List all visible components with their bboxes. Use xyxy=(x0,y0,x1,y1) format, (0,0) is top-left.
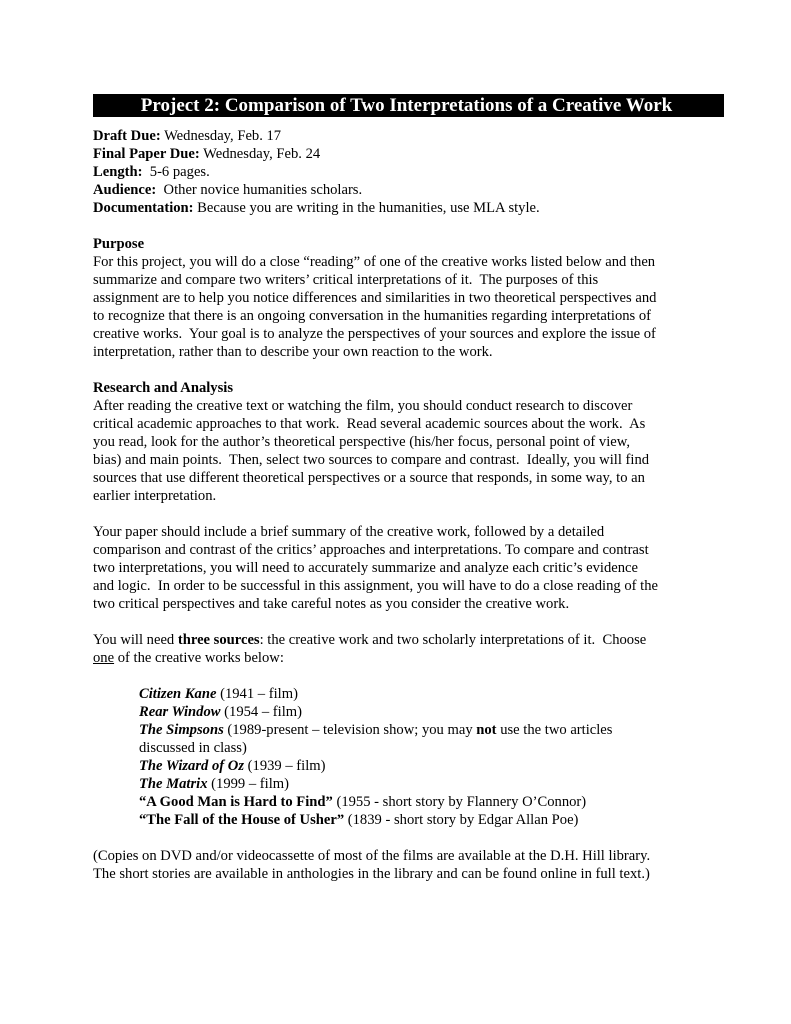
documentation-label: Documentation: xyxy=(93,200,194,216)
purpose-heading: Purpose xyxy=(93,236,145,252)
work-detail: (1839 - short story by Edgar Allan Poe) xyxy=(344,812,579,828)
closing-line: The short stories are available in anthologies in the library and can be found online in full text.) xyxy=(93,866,650,882)
sources-rest: of the creative works below: xyxy=(114,650,284,666)
work-detail: (1955 - short story by Flannery O’Connor) xyxy=(332,794,587,810)
purpose-line: assignment are to help you notice differences and similarities in two theoretical perspectives and xyxy=(93,290,657,306)
purpose-section xyxy=(93,235,708,361)
work-detail: (1939 – film) xyxy=(244,758,326,774)
work-title: “A Good Man is Hard to Find” xyxy=(139,794,333,810)
work-title: “The Fall of the House of Usher” xyxy=(139,812,345,828)
list-item xyxy=(139,775,708,793)
list-item-continuation: discussed in class) xyxy=(139,740,247,756)
list-item xyxy=(139,793,708,811)
draft-due-value: Wednesday, Feb. 17 xyxy=(160,128,282,144)
research-line: you read, look for the author’s theoretical perspective (his/her focus, personal point of view, xyxy=(93,434,630,450)
length-label: Length: xyxy=(93,164,143,180)
draft-due-line xyxy=(93,127,708,145)
sources-bold: three sources xyxy=(177,632,260,648)
research-line: bias) and main points. Then, select two sources to compare and contrast. Ideally, you will find xyxy=(93,452,650,468)
assignment-details xyxy=(93,127,708,217)
research-line: sources that use different theoretical perspectives or a source that responds, in some way, to an xyxy=(93,470,645,486)
purpose-line: summarize and compare two writers’ critical interpretations of it. The purposes of this xyxy=(93,272,599,288)
list-item xyxy=(139,811,708,829)
sources-post: : the creative work and two scholarly interpretations of it. Choose xyxy=(259,632,647,648)
audience-value: Other novice humanities scholars. xyxy=(156,182,363,198)
works-list xyxy=(93,685,708,829)
work-detail-after: use the two articles xyxy=(496,722,613,738)
work-title: The Simpsons xyxy=(139,722,224,738)
research-line: critical academic approaches to that work. Read several academic sources about the work. As xyxy=(93,416,646,432)
work-title: Rear Window xyxy=(139,704,221,720)
document-body xyxy=(93,127,708,883)
work-detail: (1989-present – television show; you may xyxy=(223,722,477,738)
summary-paragraph xyxy=(93,523,708,613)
closing-line: (Copies on DVD and/or videocassette of most of the films are available at the D.H. Hill library. xyxy=(93,848,651,864)
list-item xyxy=(139,703,708,721)
research-line: earlier interpretation. xyxy=(93,488,217,504)
work-detail: (1954 – film) xyxy=(220,704,302,720)
summary-line: two critical perspectives and take careful notes as you consider the creative work. xyxy=(93,596,570,612)
research-heading: Research and Analysis xyxy=(93,380,234,396)
final-due-value: Wednesday, Feb. 24 xyxy=(199,146,321,162)
documentation-line xyxy=(93,199,708,217)
sources-line-2 xyxy=(93,649,708,667)
title-banner xyxy=(93,94,724,117)
length-value: 5-6 pages. xyxy=(142,164,210,180)
purpose-line: to recognize that there is an ongoing conversation in the humanities regarding interpretations of xyxy=(93,308,652,324)
summary-line: comparison and contrast of the critics’ approaches and interpretations. To compare and contrast xyxy=(93,542,649,558)
sources-line xyxy=(93,631,708,649)
final-due-label: Final Paper Due: xyxy=(93,146,200,162)
audience-line xyxy=(93,181,708,199)
work-bold-word: not xyxy=(476,722,497,738)
documentation-value: Because you are writing in the humanities, use MLA style. xyxy=(193,200,540,216)
work-detail: (1941 – film) xyxy=(216,686,298,702)
final-due-line xyxy=(93,145,708,163)
summary-line: two interpretations, you will need to accurately summarize and analyze each critic’s evidence xyxy=(93,560,639,576)
list-item xyxy=(139,721,708,739)
draft-due-label: Draft Due: xyxy=(93,128,161,144)
work-detail: (1999 – film) xyxy=(207,776,289,792)
work-title: The Matrix xyxy=(139,776,208,792)
list-item xyxy=(139,757,708,775)
list-item xyxy=(139,685,708,703)
closing-paragraph xyxy=(93,847,708,883)
purpose-line: interpretation, rather than to describe your own reaction to the work. xyxy=(93,344,493,360)
summary-line: Your paper should include a brief summary of the creative work, followed by a detailed xyxy=(93,524,605,540)
work-title: The Wizard of Oz xyxy=(139,758,245,774)
work-title: Citizen Kane xyxy=(139,686,217,702)
purpose-line: For this project, you will do a close “reading” of one of the creative works listed below and then xyxy=(93,254,656,270)
sources-underlined: one xyxy=(93,650,115,666)
research-line: After reading the creative text or watching the film, you should conduct research to discover xyxy=(93,398,633,414)
summary-line: and logic. In order to be successful in this assignment, you will have to do a close reading of the xyxy=(93,578,658,594)
purpose-line: creative works. Your goal is to analyze the perspectives of your sources and explore the issue of xyxy=(93,326,656,342)
length-line xyxy=(93,163,708,181)
audience-label: Audience: xyxy=(93,182,157,198)
sources-pre: You will need xyxy=(93,632,178,648)
sources-paragraph xyxy=(93,631,708,667)
page-title: Project 2: Comparison of Two Interpretations of a Creative Work xyxy=(140,95,673,116)
research-section xyxy=(93,379,708,505)
